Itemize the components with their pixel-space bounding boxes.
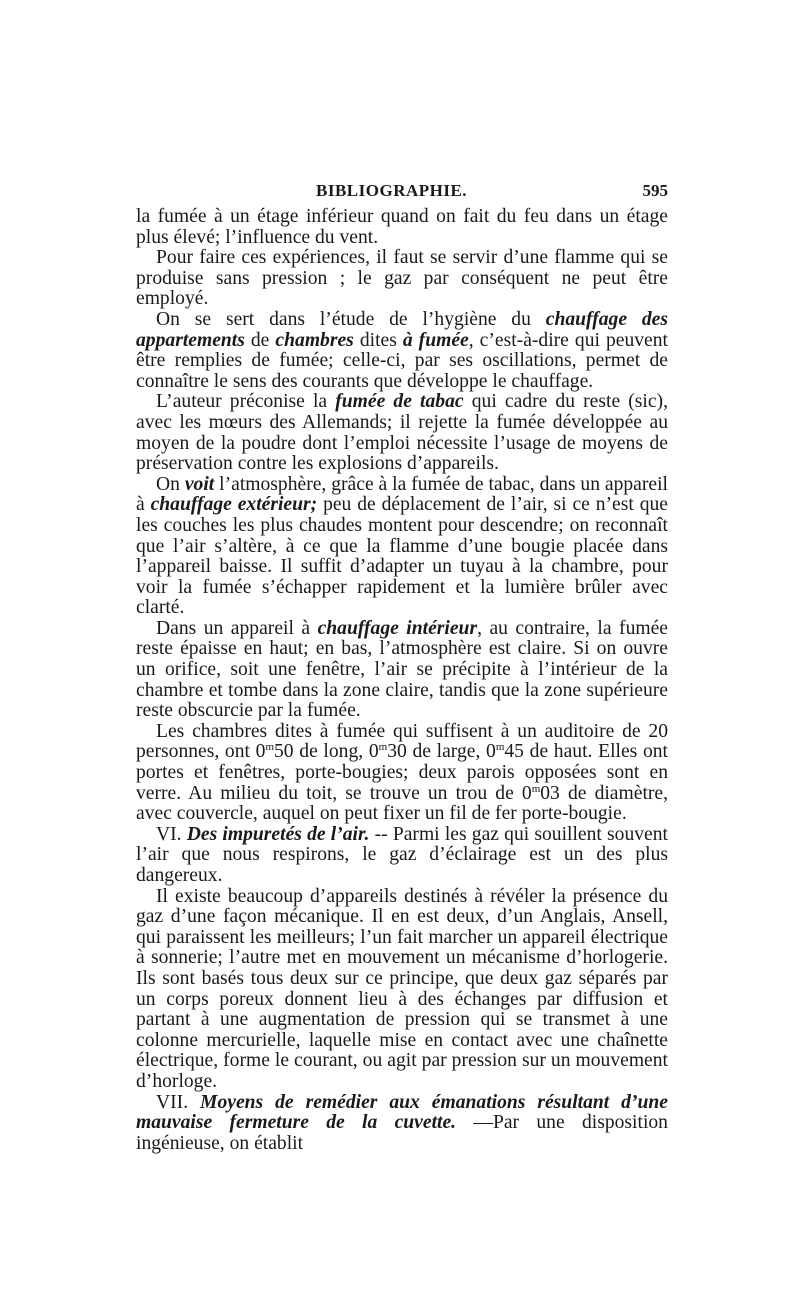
text-run: VI. [156,823,187,845]
text-run: dites [353,329,403,351]
text-run: 50 de long, 0 [274,741,379,763]
text-run: Pour faire ces expériences, il faut se servir d’une flamme qui se produise sans pression ; le gaz par conséquent ne peut être employé. [136,247,668,310]
section-title: BIBLIOGRAPHIE. [316,181,468,200]
paragraph [136,207,668,248]
text-run: la fumée à un étage inférieur quand on fait du feu dans un étage plus élevé; l’influence du vent. [136,206,668,248]
italic-phrase: Des impuretés de l’air. [186,823,370,845]
italic-phrase: chauffage intérieur [317,617,478,639]
running-head [136,181,668,205]
text-run: L’auteur préconise la [156,391,336,413]
italic-phrase: chambres [275,329,354,351]
text-run: , au contraire, la fumée reste épaisse en haut; en bas, l’atmosphère est claire. Si on ouvre un orifice, soit une fenêtre, l’air se précipite à l’intérieur de la chambre et tombe dans la zone claire, tandis que la zone supérieure reste obscurcie par la fumée. [136,617,669,722]
text-run: Dans un appareil à [156,617,318,639]
body-text [136,207,668,1154]
text-run: —Par une disposition ingénieuse, on établit [136,1112,668,1154]
paragraph [136,825,668,887]
text-run: qui cadre du reste (sic), avec les mœurs des Allemands; il rejette la fumée développée au moyen de la poudre dont l’emploi nécessite l’usage de moyens de préservation contre les explosions d’appareils. [136,391,668,475]
text-run: de [244,329,276,351]
italic-phrase: chauffage des appartements [136,308,668,351]
text-run: peu de déplacement de l’air, si ce n’est que les couches les plus chaudes montent pour descendre; on reconnaît que l’air s’altère, à ce que la flamme d’une bougie placée dans l’appareil baisse. Il suffit d’adapter un tuyau à la chambre, pour voir la fumée s’échapper rapidement et la lumière brûler avec clarté. [136,494,668,619]
italic-phrase: à fumée [402,329,469,351]
paragraph [136,248,668,310]
unit-superscript: m [531,782,541,795]
text-run: 30 de large, 0 [387,741,496,763]
unit-superscript: m [378,741,388,754]
paragraph [136,475,668,619]
text-run: On se sert dans l’étude de l’hygiène du [156,308,546,330]
italic-phrase: voit [184,473,215,495]
text-run: 03 de diamètre, avec couvercle, auquel on peut fixer un fil de fer porte-bougie. [136,782,669,825]
unit-superscript: m [265,741,274,754]
italic-phrase: fumée de tabac [335,391,464,413]
unit-superscript: m [495,741,505,754]
italic-phrase: Moyens de remédier aux émanations résultant d’une mauvaise fermeture de la cuvette. [136,1091,668,1134]
paragraph [136,310,668,392]
text-run: -- Parmi les gaz qui souillent souvent l’air que nous respirons, le gaz d’éclairage est un des plus dangereux. [136,823,668,886]
page-number: 595 [642,181,668,200]
paragraph [136,722,668,825]
paragraph [136,1093,668,1155]
text-run: 45 de haut. Elles ont portes et fenêtres, porte-bougies; deux parois opposées sont en verre. Au milieu du toit, se trouve un trou de 0 [136,741,668,804]
paragraph [136,887,668,1093]
text-run: , c’est-à-dire qui peuvent être remplies de fumée; celle-ci, par ses oscillations, permet de connaître le sens des courants que développe le chauffage. [136,329,668,392]
text-run: Il existe beaucoup d’appareils destinés à révéler la présence du gaz d’une façon mécanique. Il en est deux, d’un Anglais, Ansell, qui paraissent les meilleurs; l’un fait marcher un appareil électrique à sonnerie; l’autre met en mouvement un mécanisme d’horlogerie. Ils sont basés tous deux sur ce principe, que deux gaz séparés par un corps poreux donnent lieu à des échanges par diffusion et partant à une augmentation de pression qui se transmet à une colonne mercurielle, laquelle mise en contact avec une chaînette électrique, forme le courant, ou agit par pression sur un mouvement d’horloge. [136,885,668,1092]
italic-phrase: chauffage extérieur; [150,494,318,516]
paragraph [136,619,668,722]
text-run: Les chambres dites à fumée qui suffisent à un auditoire de 20 personnes, ont 0 [136,720,668,763]
text-run: l’atmosphère, grâce à la fumée de tabac, dans un appareil à [136,473,668,516]
text-run: On [156,473,185,495]
paragraph [136,392,668,474]
text-run: VII. [156,1091,201,1113]
